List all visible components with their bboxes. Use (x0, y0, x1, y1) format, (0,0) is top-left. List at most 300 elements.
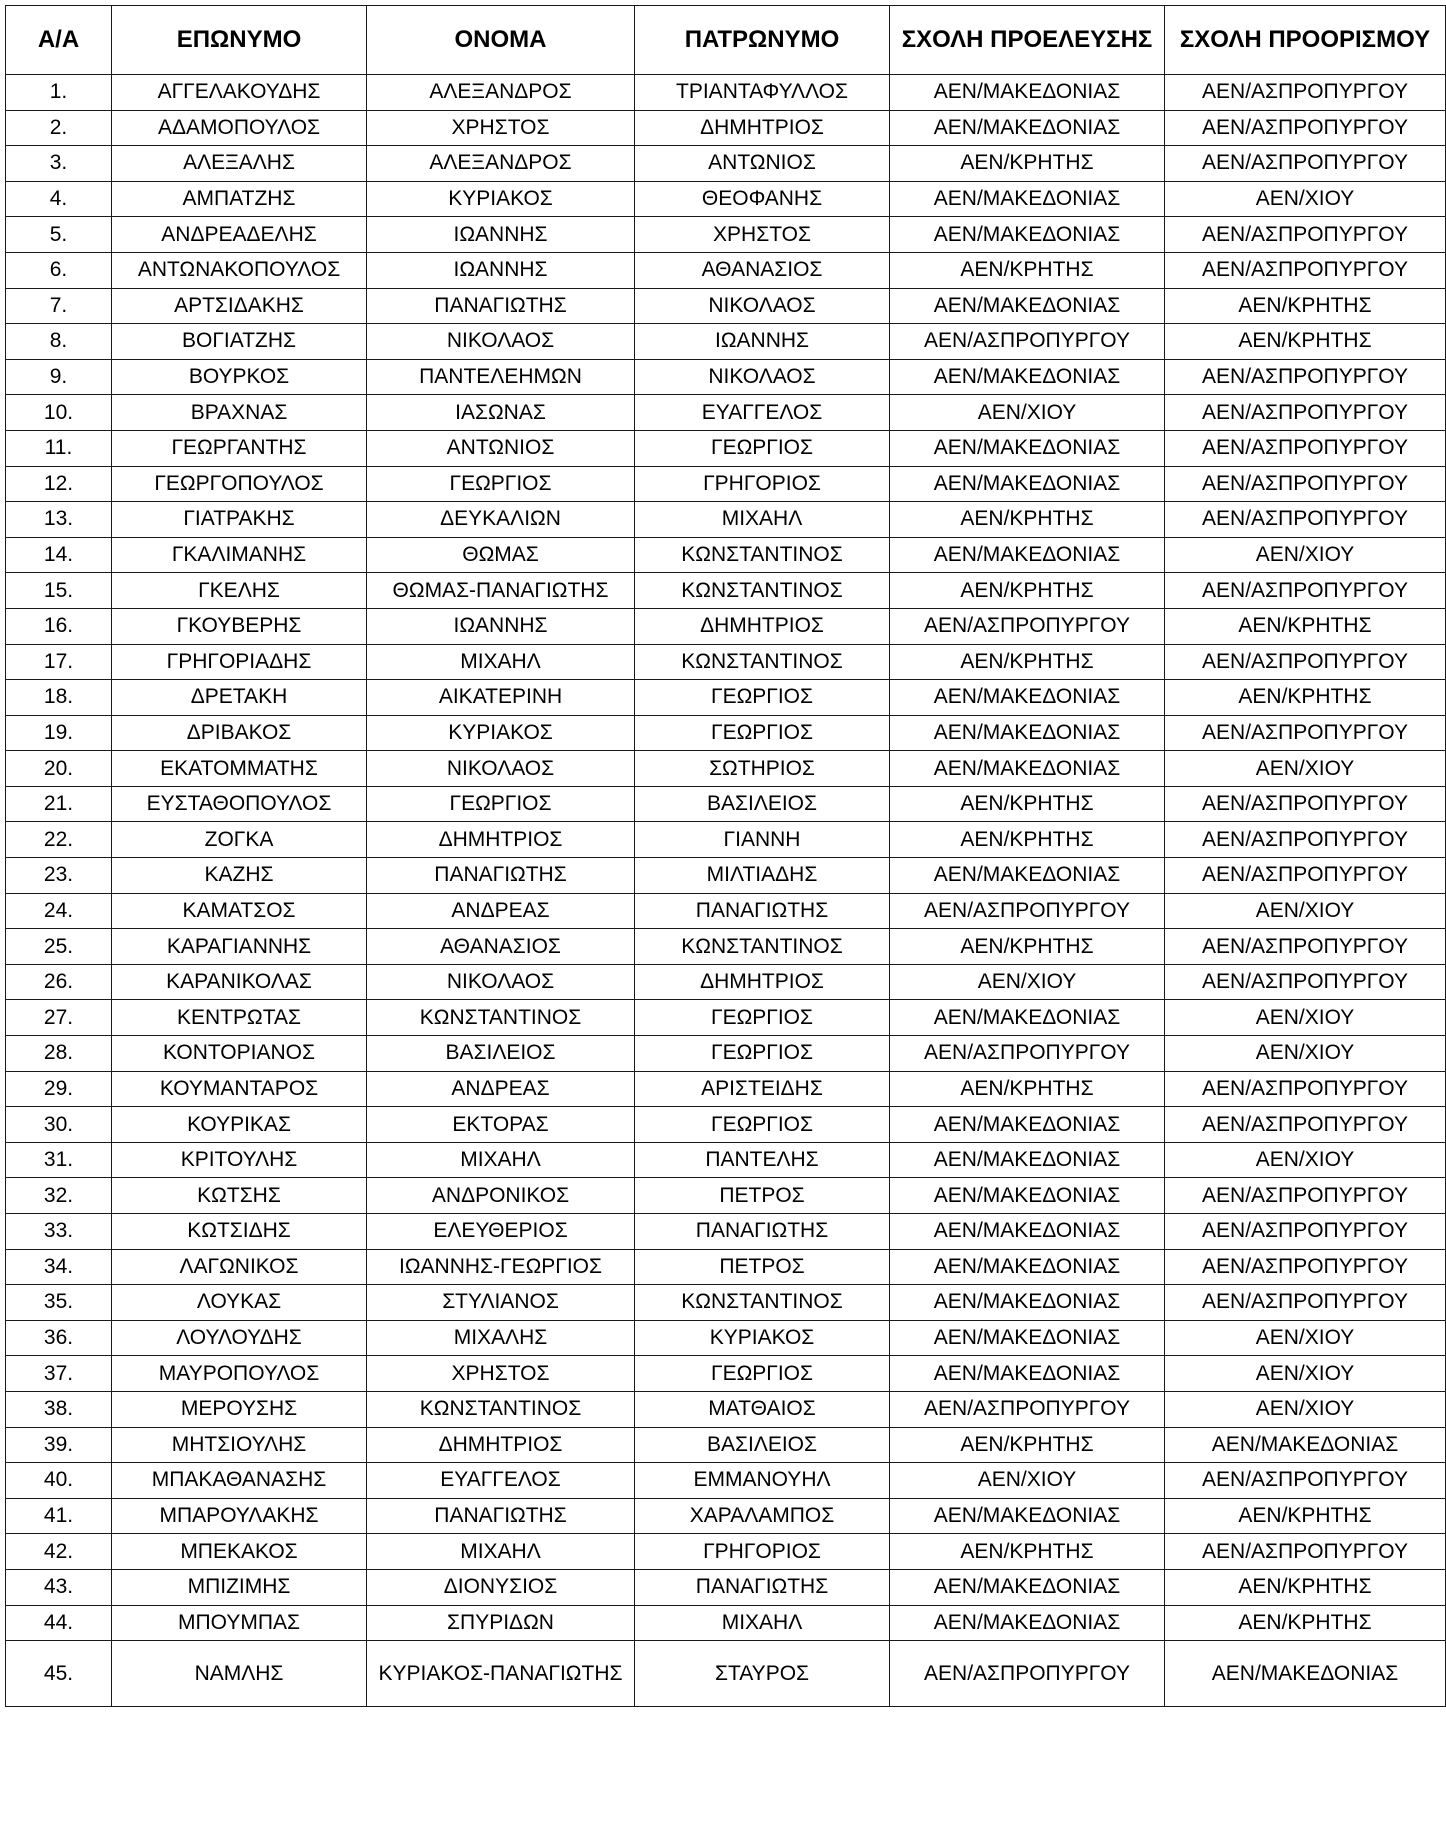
cell-aa: 14. (6, 537, 112, 573)
cell-origin-school: ΑΕΝ/ΜΑΚΕΔΟΝΙΑΣ (890, 1498, 1165, 1534)
cell-destination-school: ΑΕΝ/ΧΙΟΥ (1165, 1391, 1446, 1427)
cell-destination-school: ΑΕΝ/ΧΙΟΥ (1165, 751, 1446, 787)
cell-origin-school: ΑΕΝ/ΜΑΚΕΔΟΝΙΑΣ (890, 288, 1165, 324)
cell-origin-school: ΑΕΝ/ΜΑΚΕΔΟΝΙΑΣ (890, 466, 1165, 502)
cell-name: ΙΩΑΝΝΗΣ (367, 252, 635, 288)
table-row (6, 1178, 1446, 1214)
cell-origin-school: ΑΕΝ/ΑΣΠΡΟΠΥΡΓΟΥ (890, 1641, 1165, 1707)
cell-name: ΑΙΚΑΤΕΡΙΝΗ (367, 680, 635, 716)
cell-destination-school: ΑΕΝ/ΧΙΟΥ (1165, 1036, 1446, 1072)
cell-aa: 32. (6, 1178, 112, 1214)
cell-aa: 16. (6, 608, 112, 644)
cell-father-name: ΓΕΩΡΓΙΟΣ (635, 715, 890, 751)
cell-destination-school: ΑΕΝ/ΚΡΗΤΗΣ (1165, 1605, 1446, 1641)
cell-aa: 3. (6, 146, 112, 182)
cell-origin-school: ΑΕΝ/ΚΡΗΤΗΣ (890, 146, 1165, 182)
cell-origin-school: ΑΕΝ/ΜΑΚΕΔΟΝΙΑΣ (890, 110, 1165, 146)
table-row (6, 430, 1446, 466)
table-row (6, 1463, 1446, 1499)
cell-aa: 6. (6, 252, 112, 288)
header-row (6, 6, 1446, 75)
cell-name: ΚΥΡΙΑΚΟΣ (367, 181, 635, 217)
table-row (6, 1320, 1446, 1356)
cell-name: ΚΥΡΙΑΚΟΣ (367, 715, 635, 751)
cell-destination-school: ΑΕΝ/ΚΡΗΤΗΣ (1165, 1569, 1446, 1605)
cell-surname: ΜΠΟΥΜΠΑΣ (112, 1605, 367, 1641)
cell-destination-school: ΑΕΝ/ΚΡΗΤΗΣ (1165, 288, 1446, 324)
cell-name: ΒΑΣΙΛΕΙΟΣ (367, 1036, 635, 1072)
header-name: ΟΝΟΜΑ (367, 6, 635, 75)
cell-surname: ΓΙΑΤΡΑΚΗΣ (112, 502, 367, 538)
cell-aa: 5. (6, 217, 112, 253)
cell-name: ΑΝΔΡΕΑΣ (367, 1071, 635, 1107)
cell-origin-school: ΑΕΝ/ΜΑΚΕΔΟΝΙΑΣ (890, 1249, 1165, 1285)
cell-aa: 27. (6, 1000, 112, 1036)
cell-father-name: ΝΙΚΟΛΑΟΣ (635, 288, 890, 324)
cell-father-name: ΝΙΚΟΛΑΟΣ (635, 359, 890, 395)
cell-surname: ΚΑΖΗΣ (112, 858, 367, 894)
transfer-list-table (5, 5, 1446, 1707)
table-row (6, 893, 1446, 929)
cell-destination-school: ΑΕΝ/ΚΡΗΤΗΣ (1165, 680, 1446, 716)
table-row (6, 1285, 1446, 1321)
cell-destination-school: ΑΕΝ/ΑΣΠΡΟΠΥΡΓΟΥ (1165, 252, 1446, 288)
cell-father-name: ΠΑΝΑΓΙΩΤΗΣ (635, 1214, 890, 1250)
cell-name: ΑΝΔΡΕΑΣ (367, 893, 635, 929)
cell-aa: 18. (6, 680, 112, 716)
cell-name: ΑΝΤΩΝΙΟΣ (367, 430, 635, 466)
cell-surname: ΒΟΥΡΚΟΣ (112, 359, 367, 395)
table-row (6, 929, 1446, 965)
cell-name: ΣΠΥΡΙΔΩΝ (367, 1605, 635, 1641)
cell-aa: 1. (6, 75, 112, 111)
cell-name: ΧΡΗΣΤΟΣ (367, 110, 635, 146)
cell-name: ΠΑΝΑΓΙΩΤΗΣ (367, 1498, 635, 1534)
cell-name: ΓΕΩΡΓΙΟΣ (367, 786, 635, 822)
cell-father-name: ΑΘΑΝΑΣΙΟΣ (635, 252, 890, 288)
cell-destination-school: ΑΕΝ/ΧΙΟΥ (1165, 181, 1446, 217)
cell-destination-school: ΑΕΝ/ΑΣΠΡΟΠΥΡΓΟΥ (1165, 929, 1446, 965)
cell-origin-school: ΑΕΝ/ΜΑΚΕΔΟΝΙΑΣ (890, 1107, 1165, 1143)
cell-surname: ΚΡΙΤΟΥΛΗΣ (112, 1142, 367, 1178)
cell-aa: 7. (6, 288, 112, 324)
cell-aa: 11. (6, 430, 112, 466)
cell-origin-school: ΑΕΝ/ΜΑΚΕΔΟΝΙΑΣ (890, 217, 1165, 253)
cell-father-name: ΘΕΟΦΑΝΗΣ (635, 181, 890, 217)
table-row (6, 288, 1446, 324)
cell-destination-school: ΑΕΝ/ΑΣΠΡΟΠΥΡΓΟΥ (1165, 1107, 1446, 1143)
cell-name: ΝΙΚΟΛΑΟΣ (367, 751, 635, 787)
cell-destination-school: ΑΕΝ/ΑΣΠΡΟΠΥΡΓΟΥ (1165, 1463, 1446, 1499)
table-row (6, 858, 1446, 894)
cell-aa: 22. (6, 822, 112, 858)
cell-aa: 24. (6, 893, 112, 929)
cell-aa: 41. (6, 1498, 112, 1534)
cell-origin-school: ΑΕΝ/ΑΣΠΡΟΠΥΡΓΟΥ (890, 893, 1165, 929)
table-row (6, 146, 1446, 182)
table-body (6, 75, 1446, 1707)
cell-destination-school: ΑΕΝ/ΜΑΚΕΔΟΝΙΑΣ (1165, 1427, 1446, 1463)
cell-name: ΣΤΥΛΙΑΝΟΣ (367, 1285, 635, 1321)
cell-father-name: ΓΕΩΡΓΙΟΣ (635, 430, 890, 466)
table-row (6, 466, 1446, 502)
cell-father-name: ΔΗΜΗΤΡΙΟΣ (635, 964, 890, 1000)
cell-father-name: ΓΕΩΡΓΙΟΣ (635, 1107, 890, 1143)
cell-aa: 36. (6, 1320, 112, 1356)
cell-surname: ΚΩΤΣΗΣ (112, 1178, 367, 1214)
cell-name: ΕΥΑΓΓΕΛΟΣ (367, 1463, 635, 1499)
cell-name: ΘΩΜΑΣ (367, 537, 635, 573)
cell-name: ΑΝΔΡΟΝΙΚΟΣ (367, 1178, 635, 1214)
cell-surname: ΛΑΓΩΝΙΚΟΣ (112, 1249, 367, 1285)
cell-destination-school: ΑΕΝ/ΑΣΠΡΟΠΥΡΓΟΥ (1165, 466, 1446, 502)
cell-aa: 15. (6, 573, 112, 609)
cell-surname: ΓΡΗΓΟΡΙΑΔΗΣ (112, 644, 367, 680)
cell-father-name: ΙΩΑΝΝΗΣ (635, 324, 890, 360)
table-row (6, 1498, 1446, 1534)
cell-aa: 38. (6, 1391, 112, 1427)
cell-father-name: ΧΡΗΣΤΟΣ (635, 217, 890, 253)
cell-destination-school: ΑΕΝ/ΑΣΠΡΟΠΥΡΓΟΥ (1165, 1071, 1446, 1107)
cell-destination-school: ΑΕΝ/ΚΡΗΤΗΣ (1165, 608, 1446, 644)
cell-surname: ΜΠΙΖΙΜΗΣ (112, 1569, 367, 1605)
cell-surname: ΚΟΥΡΙΚΑΣ (112, 1107, 367, 1143)
cell-destination-school: ΑΕΝ/ΑΣΠΡΟΠΥΡΓΟΥ (1165, 715, 1446, 751)
cell-father-name: ΜΙΛΤΙΑΔΗΣ (635, 858, 890, 894)
table-row (6, 573, 1446, 609)
cell-origin-school: ΑΕΝ/ΜΑΚΕΔΟΝΙΑΣ (890, 680, 1165, 716)
cell-destination-school: ΑΕΝ/ΧΙΟΥ (1165, 1142, 1446, 1178)
cell-name: ΔΗΜΗΤΡΙΟΣ (367, 822, 635, 858)
cell-origin-school: ΑΕΝ/ΜΑΚΕΔΟΝΙΑΣ (890, 1285, 1165, 1321)
cell-father-name: ΓΕΩΡΓΙΟΣ (635, 1036, 890, 1072)
cell-destination-school: ΑΕΝ/ΑΣΠΡΟΠΥΡΓΟΥ (1165, 1534, 1446, 1570)
table-row (6, 644, 1446, 680)
cell-father-name: ΠΑΝΑΓΙΩΤΗΣ (635, 893, 890, 929)
cell-aa: 8. (6, 324, 112, 360)
cell-father-name: ΚΩΝΣΤΑΝΤΙΝΟΣ (635, 573, 890, 609)
cell-destination-school: ΑΕΝ/ΑΣΠΡΟΠΥΡΓΟΥ (1165, 146, 1446, 182)
cell-surname: ΓΚΕΛΗΣ (112, 573, 367, 609)
cell-origin-school: ΑΕΝ/ΜΑΚΕΔΟΝΙΑΣ (890, 1320, 1165, 1356)
cell-name: ΜΙΧΑΗΛ (367, 1534, 635, 1570)
cell-name: ΑΛΕΞΑΝΔΡΟΣ (367, 75, 635, 111)
cell-father-name: ΜΙΧΑΗΛ (635, 502, 890, 538)
table-row (6, 786, 1446, 822)
cell-father-name: ΓΕΩΡΓΙΟΣ (635, 1356, 890, 1392)
cell-father-name: ΑΝΤΩΝΙΟΣ (635, 146, 890, 182)
cell-origin-school: ΑΕΝ/ΜΑΚΕΔΟΝΙΑΣ (890, 1142, 1165, 1178)
cell-origin-school: ΑΕΝ/ΑΣΠΡΟΠΥΡΓΟΥ (890, 1391, 1165, 1427)
cell-name: ΠΑΝΑΓΙΩΤΗΣ (367, 288, 635, 324)
table-row (6, 822, 1446, 858)
cell-origin-school: ΑΕΝ/ΚΡΗΤΗΣ (890, 502, 1165, 538)
table-row (6, 1036, 1446, 1072)
cell-aa: 30. (6, 1107, 112, 1143)
cell-father-name: ΔΗΜΗΤΡΙΟΣ (635, 110, 890, 146)
cell-name: ΕΚΤΟΡΑΣ (367, 1107, 635, 1143)
cell-surname: ΜΠΑΡΟΥΛΑΚΗΣ (112, 1498, 367, 1534)
header-father-name: ΠΑΤΡΩΝΥΜΟ (635, 6, 890, 75)
cell-surname: ΖΟΓΚΑ (112, 822, 367, 858)
cell-surname: ΑΝΔΡΕΑΔΕΛΗΣ (112, 217, 367, 253)
cell-destination-school: ΑΕΝ/ΧΙΟΥ (1165, 1000, 1446, 1036)
header-aa: Α/Α (6, 6, 112, 75)
cell-father-name: ΣΤΑΥΡΟΣ (635, 1641, 890, 1707)
cell-aa: 35. (6, 1285, 112, 1321)
cell-aa: 45. (6, 1641, 112, 1707)
table-row (6, 1000, 1446, 1036)
table-row (6, 75, 1446, 111)
table-row (6, 1569, 1446, 1605)
cell-name: ΚΥΡΙΑΚΟΣ-ΠΑΝΑΓΙΩΤΗΣ (367, 1641, 635, 1707)
cell-father-name: ΚΩΝΣΤΑΝΤΙΝΟΣ (635, 1285, 890, 1321)
cell-origin-school: ΑΕΝ/ΜΑΚΕΔΟΝΙΑΣ (890, 858, 1165, 894)
cell-name: ΜΙΧΑΛΗΣ (367, 1320, 635, 1356)
cell-father-name: ΠΑΝΑΓΙΩΤΗΣ (635, 1569, 890, 1605)
cell-origin-school: ΑΕΝ/ΚΡΗΤΗΣ (890, 1071, 1165, 1107)
cell-surname: ΑΓΓΕΛΑΚΟΥΔΗΣ (112, 75, 367, 111)
cell-surname: ΔΡΕΤΑΚΗ (112, 680, 367, 716)
cell-name: ΜΙΧΑΗΛ (367, 1142, 635, 1178)
cell-destination-school: ΑΕΝ/ΑΣΠΡΟΠΥΡΓΟΥ (1165, 75, 1446, 111)
cell-aa: 10. (6, 395, 112, 431)
cell-destination-school: ΑΕΝ/ΑΣΠΡΟΠΥΡΓΟΥ (1165, 1249, 1446, 1285)
cell-surname: ΓΕΩΡΓΑΝΤΗΣ (112, 430, 367, 466)
cell-surname: ΚΑΡΑΝΙΚΟΛΑΣ (112, 964, 367, 1000)
cell-origin-school: ΑΕΝ/ΜΑΚΕΔΟΝΙΑΣ (890, 75, 1165, 111)
cell-destination-school: ΑΕΝ/ΧΙΟΥ (1165, 893, 1446, 929)
cell-surname: ΜΠΕΚΑΚΟΣ (112, 1534, 367, 1570)
table-row (6, 1107, 1446, 1143)
cell-destination-school: ΑΕΝ/ΧΙΟΥ (1165, 537, 1446, 573)
cell-father-name: ΓΕΩΡΓΙΟΣ (635, 680, 890, 716)
cell-origin-school: ΑΕΝ/ΧΙΟΥ (890, 1463, 1165, 1499)
cell-father-name: ΠΕΤΡΟΣ (635, 1249, 890, 1285)
cell-origin-school: ΑΕΝ/ΜΑΚΕΔΟΝΙΑΣ (890, 1178, 1165, 1214)
cell-surname: ΓΚΑΛΙΜΑΝΗΣ (112, 537, 367, 573)
cell-father-name: ΚΩΝΣΤΑΝΤΙΝΟΣ (635, 537, 890, 573)
cell-origin-school: ΑΕΝ/ΚΡΗΤΗΣ (890, 644, 1165, 680)
cell-name: ΔΗΜΗΤΡΙΟΣ (367, 1427, 635, 1463)
cell-father-name: ΚΩΝΣΤΑΝΤΙΝΟΣ (635, 644, 890, 680)
table-row (6, 110, 1446, 146)
header-surname: ΕΠΩΝΥΜΟ (112, 6, 367, 75)
table-row (6, 1356, 1446, 1392)
cell-destination-school: ΑΕΝ/ΑΣΠΡΟΠΥΡΓΟΥ (1165, 644, 1446, 680)
table-row (6, 751, 1446, 787)
cell-name: ΠΑΝΤΕΛΕΗΜΩΝ (367, 359, 635, 395)
cell-name: ΠΑΝΑΓΙΩΤΗΣ (367, 858, 635, 894)
cell-aa: 44. (6, 1605, 112, 1641)
cell-destination-school: ΑΕΝ/ΧΙΟΥ (1165, 1320, 1446, 1356)
cell-surname: ΑΡΤΣΙΔΑΚΗΣ (112, 288, 367, 324)
cell-name: ΑΘΑΝΑΣΙΟΣ (367, 929, 635, 965)
cell-father-name: ΚΥΡΙΑΚΟΣ (635, 1320, 890, 1356)
cell-father-name: ΕΥΑΓΓΕΛΟΣ (635, 395, 890, 431)
cell-father-name: ΜΑΤΘΑΙΟΣ (635, 1391, 890, 1427)
cell-destination-school: ΑΕΝ/ΚΡΗΤΗΣ (1165, 1498, 1446, 1534)
cell-aa: 4. (6, 181, 112, 217)
cell-surname: ΒΡΑΧΝΑΣ (112, 395, 367, 431)
cell-name: ΙΑΣΩΝΑΣ (367, 395, 635, 431)
cell-surname: ΑΝΤΩΝΑΚΟΠΟΥΛΟΣ (112, 252, 367, 288)
cell-father-name: ΓΕΩΡΓΙΟΣ (635, 1000, 890, 1036)
cell-origin-school: ΑΕΝ/ΧΙΟΥ (890, 395, 1165, 431)
cell-surname: ΑΛΕΞΑΛΗΣ (112, 146, 367, 182)
cell-father-name: ΣΩΤΗΡΙΟΣ (635, 751, 890, 787)
cell-destination-school: ΑΕΝ/ΑΣΠΡΟΠΥΡΓΟΥ (1165, 502, 1446, 538)
cell-surname: ΕΚΑΤΟΜΜΑΤΗΣ (112, 751, 367, 787)
table-row (6, 502, 1446, 538)
cell-origin-school: ΑΕΝ/ΚΡΗΤΗΣ (890, 822, 1165, 858)
cell-surname: ΚΩΤΣΙΔΗΣ (112, 1214, 367, 1250)
cell-origin-school: ΑΕΝ/ΚΡΗΤΗΣ (890, 786, 1165, 822)
cell-origin-school: ΑΕΝ/ΚΡΗΤΗΣ (890, 1534, 1165, 1570)
table-row (6, 537, 1446, 573)
cell-origin-school: ΑΕΝ/ΜΑΚΕΔΟΝΙΑΣ (890, 1605, 1165, 1641)
cell-origin-school: ΑΕΝ/ΜΑΚΕΔΟΝΙΑΣ (890, 359, 1165, 395)
cell-name: ΓΕΩΡΓΙΟΣ (367, 466, 635, 502)
cell-origin-school: ΑΕΝ/ΧΙΟΥ (890, 964, 1165, 1000)
cell-origin-school: ΑΕΝ/ΚΡΗΤΗΣ (890, 252, 1165, 288)
cell-destination-school: ΑΕΝ/ΑΣΠΡΟΠΥΡΓΟΥ (1165, 1178, 1446, 1214)
cell-father-name: ΒΑΣΙΛΕΙΟΣ (635, 1427, 890, 1463)
cell-aa: 31. (6, 1142, 112, 1178)
cell-father-name: ΕΜΜΑΝΟΥΗΛ (635, 1463, 890, 1499)
cell-destination-school: ΑΕΝ/ΚΡΗΤΗΣ (1165, 324, 1446, 360)
table-row (6, 1427, 1446, 1463)
table-row (6, 217, 1446, 253)
table-row (6, 1391, 1446, 1427)
cell-aa: 17. (6, 644, 112, 680)
cell-name: ΕΛΕΥΘΕΡΙΟΣ (367, 1214, 635, 1250)
cell-surname: ΚΟΥΜΑΝΤΑΡΟΣ (112, 1071, 367, 1107)
cell-father-name: ΚΩΝΣΤΑΝΤΙΝΟΣ (635, 929, 890, 965)
table-row (6, 324, 1446, 360)
cell-name: ΔΙΟΝΥΣΙΟΣ (367, 1569, 635, 1605)
table-row (6, 1534, 1446, 1570)
cell-aa: 13. (6, 502, 112, 538)
header-destination-school: ΣΧΟΛΗ ΠΡΟΟΡΙΣΜΟΥ (1165, 6, 1446, 75)
cell-name: ΚΩΝΣΤΑΝΤΙΝΟΣ (367, 1391, 635, 1427)
cell-surname: ΚΑΡΑΓΙΑΝΝΗΣ (112, 929, 367, 965)
cell-aa: 29. (6, 1071, 112, 1107)
cell-origin-school: ΑΕΝ/ΜΑΚΕΔΟΝΙΑΣ (890, 1000, 1165, 1036)
table-row (6, 964, 1446, 1000)
cell-aa: 21. (6, 786, 112, 822)
cell-aa: 20. (6, 751, 112, 787)
cell-surname: ΛΟΥΚΑΣ (112, 1285, 367, 1321)
table-row (6, 1249, 1446, 1285)
cell-aa: 2. (6, 110, 112, 146)
cell-destination-school: ΑΕΝ/ΑΣΠΡΟΠΥΡΓΟΥ (1165, 395, 1446, 431)
cell-surname: ΑΔΑΜΟΠΟΥΛΟΣ (112, 110, 367, 146)
cell-aa: 28. (6, 1036, 112, 1072)
cell-name: ΜΙΧΑΗΛ (367, 644, 635, 680)
cell-destination-school: ΑΕΝ/ΑΣΠΡΟΠΥΡΓΟΥ (1165, 110, 1446, 146)
table-row (6, 1142, 1446, 1178)
header-origin-school: ΣΧΟΛΗ ΠΡΟΕΛΕΥΣΗΣ (890, 6, 1165, 75)
table-row (6, 608, 1446, 644)
cell-father-name: ΤΡΙΑΝΤΑΦΥΛΛΟΣ (635, 75, 890, 111)
cell-father-name: ΑΡΙΣΤΕΙΔΗΣ (635, 1071, 890, 1107)
cell-name: ΔΕΥΚΑΛΙΩΝ (367, 502, 635, 538)
cell-aa: 39. (6, 1427, 112, 1463)
cell-surname: ΛΟΥΛΟΥΔΗΣ (112, 1320, 367, 1356)
cell-surname: ΚΟΝΤΟΡΙΑΝΟΣ (112, 1036, 367, 1072)
cell-surname: ΚΕΝΤΡΩΤΑΣ (112, 1000, 367, 1036)
cell-origin-school: ΑΕΝ/ΜΑΚΕΔΟΝΙΑΣ (890, 1214, 1165, 1250)
cell-origin-school: ΑΕΝ/ΑΣΠΡΟΠΥΡΓΟΥ (890, 608, 1165, 644)
cell-destination-school: ΑΕΝ/ΧΙΟΥ (1165, 1356, 1446, 1392)
cell-destination-school: ΑΕΝ/ΑΣΠΡΟΠΥΡΓΟΥ (1165, 359, 1446, 395)
cell-aa: 42. (6, 1534, 112, 1570)
cell-aa: 25. (6, 929, 112, 965)
cell-origin-school: ΑΕΝ/ΚΡΗΤΗΣ (890, 1427, 1165, 1463)
cell-destination-school: ΑΕΝ/ΑΣΠΡΟΠΥΡΓΟΥ (1165, 1285, 1446, 1321)
cell-origin-school: ΑΕΝ/ΜΑΚΕΔΟΝΙΑΣ (890, 715, 1165, 751)
cell-name: ΑΛΕΞΑΝΔΡΟΣ (367, 146, 635, 182)
table-header (6, 6, 1446, 75)
cell-father-name: ΠΑΝΤΕΛΗΣ (635, 1142, 890, 1178)
cell-origin-school: ΑΕΝ/ΚΡΗΤΗΣ (890, 573, 1165, 609)
cell-origin-school: ΑΕΝ/ΜΑΚΕΔΟΝΙΑΣ (890, 1569, 1165, 1605)
cell-destination-school: ΑΕΝ/ΜΑΚΕΔΟΝΙΑΣ (1165, 1641, 1446, 1707)
cell-destination-school: ΑΕΝ/ΑΣΠΡΟΠΥΡΓΟΥ (1165, 964, 1446, 1000)
cell-origin-school: ΑΕΝ/ΜΑΚΕΔΟΝΙΑΣ (890, 430, 1165, 466)
table-row (6, 359, 1446, 395)
cell-aa: 37. (6, 1356, 112, 1392)
cell-father-name: ΠΕΤΡΟΣ (635, 1178, 890, 1214)
cell-father-name: ΧΑΡΑΛΑΜΠΟΣ (635, 1498, 890, 1534)
cell-origin-school: ΑΕΝ/ΑΣΠΡΟΠΥΡΓΟΥ (890, 1036, 1165, 1072)
cell-origin-school: ΑΕΝ/ΑΣΠΡΟΠΥΡΓΟΥ (890, 324, 1165, 360)
cell-origin-school: ΑΕΝ/ΜΑΚΕΔΟΝΙΑΣ (890, 537, 1165, 573)
table-row (6, 1641, 1446, 1707)
cell-aa: 33. (6, 1214, 112, 1250)
cell-destination-school: ΑΕΝ/ΑΣΠΡΟΠΥΡΓΟΥ (1165, 1214, 1446, 1250)
cell-surname: ΓΚΟΥΒΕΡΗΣ (112, 608, 367, 644)
cell-destination-school: ΑΕΝ/ΑΣΠΡΟΠΥΡΓΟΥ (1165, 786, 1446, 822)
cell-destination-school: ΑΕΝ/ΑΣΠΡΟΠΥΡΓΟΥ (1165, 858, 1446, 894)
table-row (6, 1071, 1446, 1107)
cell-surname: ΒΟΓΙΑΤΖΗΣ (112, 324, 367, 360)
cell-surname: ΝΑΜΛΗΣ (112, 1641, 367, 1707)
cell-father-name: ΔΗΜΗΤΡΙΟΣ (635, 608, 890, 644)
cell-name: ΙΩΑΝΝΗΣ-ΓΕΩΡΓΙΟΣ (367, 1249, 635, 1285)
cell-aa: 9. (6, 359, 112, 395)
cell-name: ΙΩΑΝΝΗΣ (367, 608, 635, 644)
cell-surname: ΜΕΡΟΥΣΗΣ (112, 1391, 367, 1427)
cell-name: ΘΩΜΑΣ-ΠΑΝΑΓΙΩΤΗΣ (367, 573, 635, 609)
cell-father-name: ΓΡΗΓΟΡΙΟΣ (635, 1534, 890, 1570)
cell-name: ΙΩΑΝΝΗΣ (367, 217, 635, 253)
cell-aa: 12. (6, 466, 112, 502)
cell-name: ΧΡΗΣΤΟΣ (367, 1356, 635, 1392)
cell-aa: 19. (6, 715, 112, 751)
table-row (6, 680, 1446, 716)
cell-surname: ΑΜΠΑΤΖΗΣ (112, 181, 367, 217)
cell-surname: ΜΑΥΡΟΠΟΥΛΟΣ (112, 1356, 367, 1392)
cell-father-name: ΒΑΣΙΛΕΙΟΣ (635, 786, 890, 822)
cell-origin-school: ΑΕΝ/ΚΡΗΤΗΣ (890, 929, 1165, 965)
cell-name: ΚΩΝΣΤΑΝΤΙΝΟΣ (367, 1000, 635, 1036)
cell-aa: 26. (6, 964, 112, 1000)
cell-name: ΝΙΚΟΛΑΟΣ (367, 964, 635, 1000)
table-row (6, 395, 1446, 431)
cell-destination-school: ΑΕΝ/ΑΣΠΡΟΠΥΡΓΟΥ (1165, 430, 1446, 466)
